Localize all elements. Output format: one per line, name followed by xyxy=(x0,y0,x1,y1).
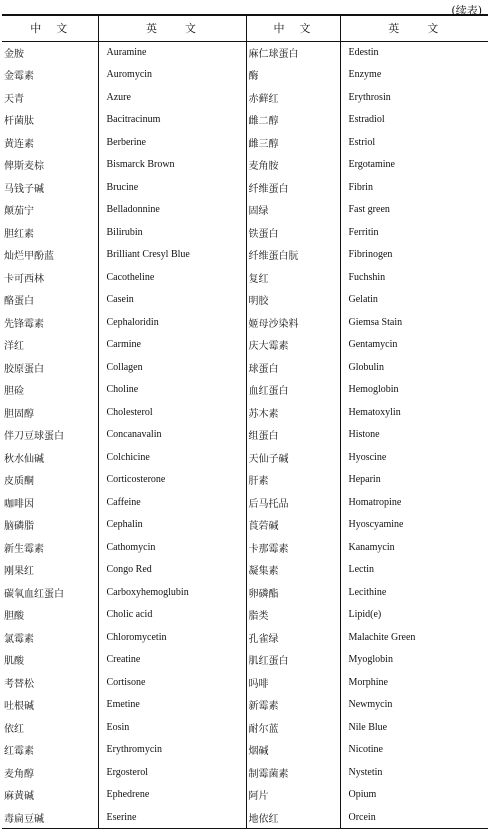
cell-chinese-right: 新霉素 xyxy=(246,694,340,717)
cell-chinese-right: 球蛋白 xyxy=(246,356,340,379)
cell-english-left: Brucine xyxy=(98,176,246,199)
cell-chinese-left: 黄连素 xyxy=(2,131,98,154)
cell-english-right: Fuchshin xyxy=(348,271,386,283)
cell-english-left: Colchicine xyxy=(98,446,246,469)
cell-english-right: Myoglobin xyxy=(348,654,393,666)
cell-english-left: Creatine xyxy=(98,649,246,672)
cell-chinese-left: 金胺 xyxy=(2,41,98,64)
cell-english-left: Cholic acid xyxy=(98,604,246,627)
cell-english-right: Lectin xyxy=(348,564,375,576)
cell-english-right: Newmycin xyxy=(348,699,393,711)
cell-english-right: Gelatin xyxy=(348,294,378,306)
cell-chinese-right: 庆大霉素 xyxy=(246,334,340,357)
cell-chinese-left: 依红 xyxy=(2,716,98,739)
table-row xyxy=(2,536,488,559)
cell-chinese-right: 姬母沙染料 xyxy=(246,311,340,334)
cell-english-right: Nystetin xyxy=(348,766,383,778)
cell-chinese-right: 明胶 xyxy=(246,289,340,312)
cell-chinese-left: 刚果红 xyxy=(2,559,98,582)
cell-chinese-left: 咖啡因 xyxy=(2,491,98,514)
cell-english-left: Eosin xyxy=(98,716,246,739)
cell-english-right: Hyoscyamine xyxy=(348,519,404,531)
table-row xyxy=(2,424,488,447)
cell-english-left: Eserine xyxy=(98,806,246,829)
table-row xyxy=(2,514,488,537)
cell-english-left: Carboxyhemoglubin xyxy=(98,581,246,604)
cell-chinese-left: 马钱子碱 xyxy=(2,176,98,199)
cell-chinese-right: 地依红 xyxy=(246,806,340,829)
cell-chinese-right: 麦角胺 xyxy=(246,154,340,177)
cell-chinese-left: 胆酸 xyxy=(2,604,98,627)
cell-english-right: Heparin xyxy=(348,474,381,486)
table-row xyxy=(2,446,488,469)
cell-english-right: Globulin xyxy=(348,361,385,373)
cell-english-left: Casein xyxy=(98,289,246,312)
cell-chinese-left: 氯霉素 xyxy=(2,626,98,649)
header-english-2: 英 文 xyxy=(340,15,488,41)
cell-chinese-right: 吗啡 xyxy=(246,671,340,694)
cell-chinese-left: 先锋霉素 xyxy=(2,311,98,334)
table-row xyxy=(2,64,488,87)
table-row xyxy=(2,401,488,424)
table-row xyxy=(2,716,488,739)
table-row xyxy=(2,379,488,402)
cell-chinese-right: 铁蛋白 xyxy=(246,221,340,244)
cell-english-left: Cortisone xyxy=(98,671,246,694)
table-row xyxy=(2,131,488,154)
cell-english-left: Congo Red xyxy=(98,559,246,582)
cell-english-left: Emetine xyxy=(98,694,246,717)
cell-english-right: Nicotine xyxy=(348,744,383,756)
table-row xyxy=(2,604,488,627)
cell-english-right: Fibrin xyxy=(348,181,373,193)
header-english-1: 英 文 xyxy=(98,15,246,41)
cell-english-right: Orcein xyxy=(340,806,488,829)
cell-english-right: Morphine xyxy=(348,676,388,688)
cell-chinese-left: 新生霉素 xyxy=(2,536,98,559)
cell-english-left: Carmine xyxy=(98,334,246,357)
cell-chinese-left: 杆菌肽 xyxy=(2,109,98,132)
cell-english-right: Malachite Green xyxy=(348,631,416,643)
table-row xyxy=(2,311,488,334)
glossary-table xyxy=(2,14,488,829)
cell-chinese-right: 赤藓红 xyxy=(246,86,340,109)
cell-english-left: Caffeine xyxy=(98,491,246,514)
cell-english-left: Auromycin xyxy=(98,64,246,87)
cell-chinese-left: 颠茄宁 xyxy=(2,199,98,222)
cell-chinese-right: 莨菪碱 xyxy=(246,514,340,537)
cell-chinese-left: 皮质酮 xyxy=(2,469,98,492)
cell-english-right: Fibrinogen xyxy=(348,249,393,261)
cell-chinese-left: 洋红 xyxy=(2,334,98,357)
table-row xyxy=(2,649,488,672)
table-row xyxy=(2,86,488,109)
cell-english-right: Hyoscine xyxy=(348,451,387,463)
cell-english-left: Concanavalin xyxy=(98,424,246,447)
cell-chinese-right: 苏木素 xyxy=(246,401,340,424)
table-row xyxy=(2,154,488,177)
header-chinese-1: 中 文 xyxy=(2,15,98,41)
table-row xyxy=(2,41,488,64)
table-row xyxy=(2,559,488,582)
cell-english-left: Ephedrene xyxy=(98,784,246,807)
cell-english-right: Nile Blue xyxy=(348,721,388,733)
cell-chinese-right: 凝集素 xyxy=(246,559,340,582)
cell-english-left: Collagen xyxy=(98,356,246,379)
cell-chinese-left: 胆固醇 xyxy=(2,401,98,424)
cell-chinese-right: 血红蛋白 xyxy=(246,379,340,402)
cell-chinese-left: 肌酸 xyxy=(2,649,98,672)
table-row xyxy=(2,356,488,379)
cell-chinese-left: 碳氧血红蛋白 xyxy=(2,581,98,604)
cell-english-right: Hematoxylin xyxy=(348,406,401,418)
cell-english-left: Cephalin xyxy=(98,514,246,537)
cell-english-right: Erythrosin xyxy=(348,91,391,103)
cell-chinese-left: 酪蛋白 xyxy=(2,289,98,312)
table-row xyxy=(2,491,488,514)
cell-english-right: Edestin xyxy=(348,47,379,58)
cell-english-right: Giemsa Stain xyxy=(348,316,403,328)
table-row xyxy=(2,806,488,829)
cell-chinese-right: 肝素 xyxy=(246,469,340,492)
cell-english-left: Choline xyxy=(98,379,246,402)
cell-english-left: Bacitracinum xyxy=(98,109,246,132)
cell-chinese-left: 俾斯麦棕 xyxy=(2,154,98,177)
cell-english-right: Hemoglobin xyxy=(348,384,399,396)
cell-chinese-left: 伴刀豆球蛋白 xyxy=(2,424,98,447)
table-row xyxy=(2,694,488,717)
cell-chinese-right: 雌三醇 xyxy=(246,131,340,154)
cell-chinese-right: 后马托品 xyxy=(246,491,340,514)
cell-english-right: Estradiol xyxy=(348,114,385,126)
cell-english-left: Chloromycetin xyxy=(98,626,246,649)
header-chinese-2: 中 文 xyxy=(246,15,340,41)
cell-english-right: Opium xyxy=(348,789,377,801)
cell-chinese-right: 制霉菌素 xyxy=(246,761,340,784)
cell-english-left: Cacotheline xyxy=(98,266,246,289)
cell-chinese-left: 秋水仙碱 xyxy=(2,446,98,469)
table-row xyxy=(2,244,488,267)
table-row xyxy=(2,176,488,199)
cell-english-right: Lipid(e) xyxy=(348,609,382,621)
cell-english-left: Bilirubin xyxy=(98,221,246,244)
table-row xyxy=(2,626,488,649)
cell-chinese-left: 卡可西林 xyxy=(2,266,98,289)
cell-chinese-right: 烟碱 xyxy=(246,739,340,762)
cell-english-right: Homatropine xyxy=(348,496,402,508)
table-row xyxy=(2,761,488,784)
cell-english-right: Ferritin xyxy=(348,226,379,238)
cell-chinese-right: 脂类 xyxy=(246,604,340,627)
cell-chinese-right: 孔雀绿 xyxy=(246,626,340,649)
table-row xyxy=(2,581,488,604)
cell-chinese-right: 酶 xyxy=(246,64,340,87)
table-row xyxy=(2,334,488,357)
cell-chinese-right: 雌二醇 xyxy=(246,109,340,132)
cell-chinese-right: 固绿 xyxy=(246,199,340,222)
cell-chinese-left: 麦角醇 xyxy=(2,761,98,784)
cell-chinese-right: 复红 xyxy=(246,266,340,289)
cell-english-right: Lecithine xyxy=(348,586,387,598)
cell-chinese-left: 胶原蛋白 xyxy=(2,356,98,379)
cell-english-right: Ergotamine xyxy=(348,159,395,171)
cell-chinese-left: 吐根碱 xyxy=(2,694,98,717)
cell-chinese-left: 胆红素 xyxy=(2,221,98,244)
cell-english-left: Ergosterol xyxy=(98,761,246,784)
table-row xyxy=(2,739,488,762)
cell-english-right: Gentamycin xyxy=(348,339,398,351)
table-row xyxy=(2,221,488,244)
cell-chinese-left: 灿烂甲酚蓝 xyxy=(2,244,98,267)
cell-chinese-right: 纤维蛋白 xyxy=(246,176,340,199)
table-row xyxy=(2,266,488,289)
table-row xyxy=(2,671,488,694)
cell-english-left: Cephaloridin xyxy=(98,311,246,334)
cell-english-left: Azure xyxy=(98,86,246,109)
cell-english-left: Berberine xyxy=(98,131,246,154)
cell-chinese-left: 毒扁豆碱 xyxy=(2,806,98,829)
cell-chinese-left: 麻黄碱 xyxy=(2,784,98,807)
cell-chinese-right: 纤维蛋白朊 xyxy=(246,244,340,267)
table-body xyxy=(2,41,488,829)
cell-english-left: Belladonnine xyxy=(98,199,246,222)
cell-chinese-right: 肌红蛋白 xyxy=(246,649,340,672)
cell-english-left: Cholesterol xyxy=(98,401,246,424)
cell-chinese-right: 耐尔蓝 xyxy=(246,716,340,739)
table-row xyxy=(2,469,488,492)
cell-chinese-left: 红霉素 xyxy=(2,739,98,762)
table-row xyxy=(2,289,488,312)
table-row xyxy=(2,109,488,132)
table-row xyxy=(2,784,488,807)
table-header-row xyxy=(2,15,488,41)
cell-english-right: Fast green xyxy=(348,204,390,216)
cell-chinese-right: 卡那霉素 xyxy=(246,536,340,559)
cell-chinese-right: 麻仁球蛋白 xyxy=(246,41,340,64)
cell-chinese-left: 脑磷脂 xyxy=(2,514,98,537)
cell-english-left: Bismarck Brown xyxy=(98,154,246,177)
cell-english-right: Histone xyxy=(348,429,380,441)
cell-english-left: Cathomycin xyxy=(98,536,246,559)
cell-english-right: Estriol xyxy=(348,136,376,148)
cell-english-right: Enzyme xyxy=(348,69,382,81)
cell-english-left: Auramine xyxy=(98,41,246,64)
cell-chinese-left: 考替松 xyxy=(2,671,98,694)
cell-english-left: Brilliant Cresyl Blue xyxy=(98,244,246,267)
cell-chinese-left: 金霉素 xyxy=(2,64,98,87)
table-row xyxy=(2,199,488,222)
cell-chinese-right: 卵磷酯 xyxy=(246,581,340,604)
cell-english-left: Erythromycin xyxy=(98,739,246,762)
cell-english-left: Corticosterone xyxy=(98,469,246,492)
cell-chinese-right: 天仙子碱 xyxy=(246,446,340,469)
cell-chinese-right: 组蛋白 xyxy=(246,424,340,447)
cell-chinese-left: 天青 xyxy=(2,86,98,109)
continued-label: (续表) xyxy=(451,4,482,17)
cell-chinese-left: 胆硷 xyxy=(2,379,98,402)
cell-chinese-right: 阿片 xyxy=(246,784,340,807)
cell-english-right: Kanamycin xyxy=(348,541,395,553)
